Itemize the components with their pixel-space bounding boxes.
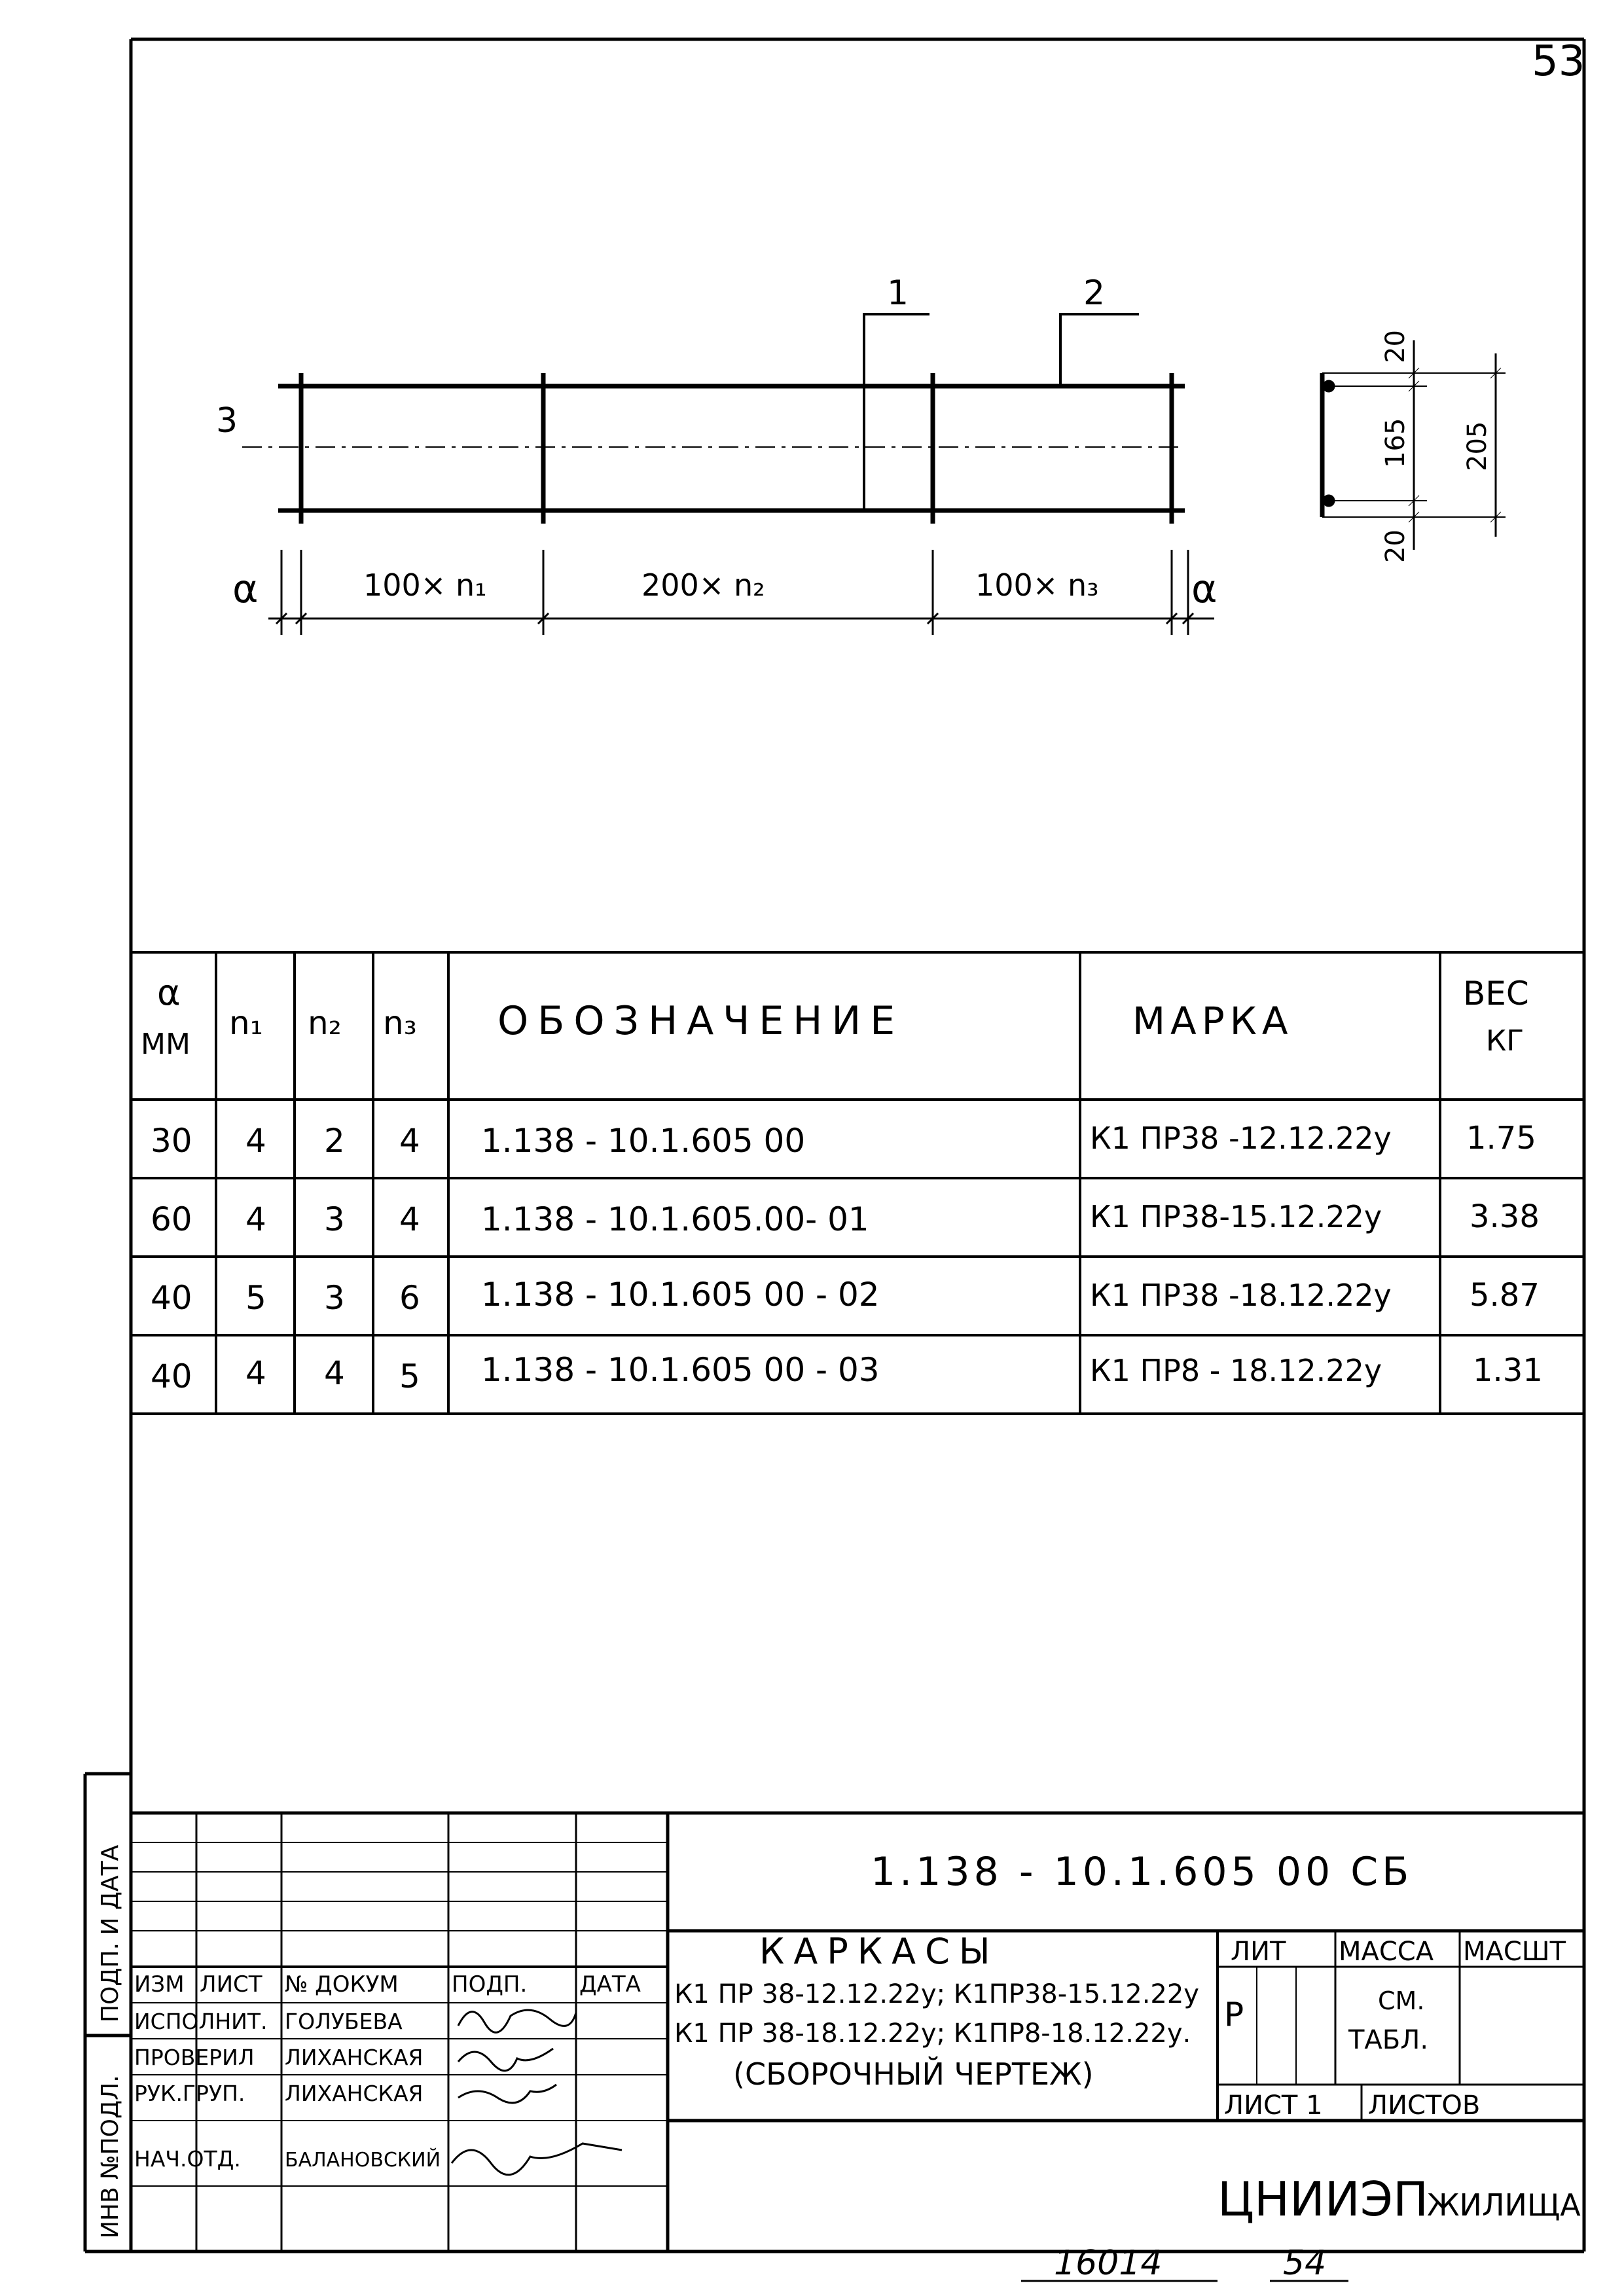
cell-n3: 4 bbox=[399, 1122, 420, 1160]
cell-n2: 3 bbox=[324, 1279, 345, 1317]
cell-mark: К1 ПР38 -18.12.22у bbox=[1090, 1278, 1392, 1313]
th-n2: n₂ bbox=[308, 1004, 342, 1042]
cell-n2: 3 bbox=[324, 1200, 345, 1238]
cell-weight: 1.31 bbox=[1473, 1352, 1543, 1389]
frame-elevation bbox=[242, 314, 1185, 524]
scale-label: МАСШТ bbox=[1463, 1937, 1566, 1967]
sec-dim-top: 20 bbox=[1380, 330, 1411, 363]
dim-a-right: α bbox=[1191, 566, 1218, 612]
role-name: БАЛАНОВСКИЙ bbox=[285, 2149, 441, 2172]
cell-n3: 5 bbox=[399, 1357, 420, 1395]
org-logo: ЦНИИЭП bbox=[1218, 2172, 1429, 2227]
cell-n2: 4 bbox=[324, 1354, 345, 1392]
role: ИСПОЛНИТ. bbox=[134, 2009, 268, 2034]
cell-n3: 4 bbox=[399, 1200, 420, 1238]
cell-n1: 4 bbox=[245, 1200, 266, 1238]
signature-2 bbox=[458, 2049, 553, 2071]
dim-a-left: α bbox=[232, 566, 259, 612]
signature-4 bbox=[452, 2144, 622, 2175]
page-number-bottom: 54 bbox=[1283, 2244, 1327, 2283]
dim-seg1: 100× n₁ bbox=[363, 567, 487, 603]
col-sign: ПОДП. bbox=[452, 1971, 528, 1998]
col-izm: ИЗМ bbox=[134, 1971, 185, 1998]
cell-mark: К1 ПР38-15.12.22у bbox=[1090, 1199, 1382, 1234]
role: РУК.ГРУП. bbox=[134, 2081, 245, 2106]
sheet-label: ЛИСТ 1 bbox=[1224, 2090, 1323, 2121]
mass-label: МАССА bbox=[1339, 1937, 1434, 1967]
cell-weight: 3.38 bbox=[1470, 1198, 1540, 1235]
th-a: α bbox=[157, 972, 181, 1013]
cell-weight: 5.87 bbox=[1470, 1277, 1540, 1314]
role: ПРОВЕРИЛ bbox=[134, 2045, 255, 2070]
title-line4: (СБОРОЧНЫЙ ЧЕРТЕЖ) bbox=[733, 2056, 1094, 2092]
mass-value1: СМ. bbox=[1378, 1986, 1425, 2015]
signatures bbox=[452, 2010, 622, 2175]
cell-n2: 2 bbox=[324, 1122, 345, 1160]
callout-2: 2 bbox=[1083, 274, 1106, 313]
title-line3: К1 ПР 38-18.12.22у; К1ПР8-18.12.22у. bbox=[674, 2018, 1191, 2049]
side-sign-date: ПОДП. И ДАТА bbox=[97, 1844, 124, 2022]
archive-number: 16014 bbox=[1054, 2244, 1163, 2283]
col-doc: № ДОКУМ bbox=[285, 1971, 399, 1998]
title-line2: К1 ПР 38-12.12.22у; К1ПР38-15.12.22у bbox=[674, 1979, 1199, 2009]
cell-designation: 1.138 - 10.1.605.00- 01 bbox=[481, 1200, 869, 1238]
side-inv-no: ИНВ №ПОДЛ. bbox=[97, 2075, 124, 2238]
dim-seg3: 100× n₃ bbox=[975, 567, 1099, 603]
th-designation: ОБОЗНАЧЕНИЕ bbox=[497, 998, 905, 1044]
cell-weight: 1.75 bbox=[1466, 1120, 1536, 1157]
role: НАЧ.ОТД. bbox=[134, 2146, 241, 2172]
cell-n3: 6 bbox=[399, 1279, 420, 1317]
th-a-unit: ММ bbox=[141, 1028, 190, 1061]
cell-designation: 1.138 - 10.1.605 00 - 03 bbox=[481, 1351, 880, 1389]
cell-a: 30 bbox=[151, 1122, 192, 1160]
mass-value2: ТАБЛ. bbox=[1348, 2025, 1429, 2055]
cell-n1: 4 bbox=[245, 1354, 266, 1392]
lit-value: Р bbox=[1224, 1996, 1244, 2034]
callout-1: 1 bbox=[887, 274, 909, 313]
signature-1 bbox=[458, 2010, 576, 2032]
drawing-code: 1.138 - 10.1.605 00 СБ bbox=[871, 1849, 1413, 1895]
th-weight: ВЕС bbox=[1463, 975, 1529, 1013]
org-suffix: ЖИЛИЩА bbox=[1427, 2187, 1581, 2223]
col-list: ЛИСТ bbox=[200, 1971, 262, 1998]
callout-3: 3 bbox=[216, 401, 238, 440]
cell-a: 40 bbox=[151, 1279, 192, 1317]
th-n1: n₁ bbox=[229, 1004, 263, 1042]
role-name: ЛИХАНСКАЯ bbox=[285, 2081, 424, 2106]
sec-dim-mid: 165 bbox=[1380, 418, 1411, 468]
th-mark: МАРКА bbox=[1132, 999, 1293, 1043]
cell-mark: К1 ПР38 -12.12.22у bbox=[1090, 1121, 1392, 1156]
title-line1: КАРКАСЫ bbox=[759, 1931, 1000, 1972]
role-name: ЛИХАНСКАЯ bbox=[285, 2045, 424, 2070]
sec-dim-bot: 20 bbox=[1380, 529, 1411, 563]
signature-3 bbox=[458, 2085, 556, 2103]
th-weight-unit: КГ bbox=[1486, 1024, 1525, 1058]
dim-seg2: 200× n₂ bbox=[641, 567, 765, 603]
lit-label: ЛИТ bbox=[1231, 1937, 1286, 1967]
cell-n1: 4 bbox=[245, 1122, 266, 1160]
cell-designation: 1.138 - 10.1.605 00 bbox=[481, 1122, 806, 1160]
col-date: ДАТА bbox=[579, 1971, 641, 1998]
role-name: ГОЛУБЕВА bbox=[285, 2009, 403, 2034]
cell-n1: 5 bbox=[245, 1279, 266, 1317]
cell-designation: 1.138 - 10.1.605 00 - 02 bbox=[481, 1276, 880, 1314]
sheets-label: ЛИСТОВ bbox=[1368, 2090, 1481, 2121]
page-number-top: 53 bbox=[1532, 37, 1585, 86]
cell-mark: К1 ПР8 - 18.12.22у bbox=[1090, 1353, 1382, 1388]
cell-a: 60 bbox=[151, 1200, 192, 1238]
sec-dim-total: 205 bbox=[1462, 421, 1492, 471]
cell-a: 40 bbox=[151, 1357, 192, 1395]
th-n3: n₃ bbox=[383, 1004, 417, 1042]
